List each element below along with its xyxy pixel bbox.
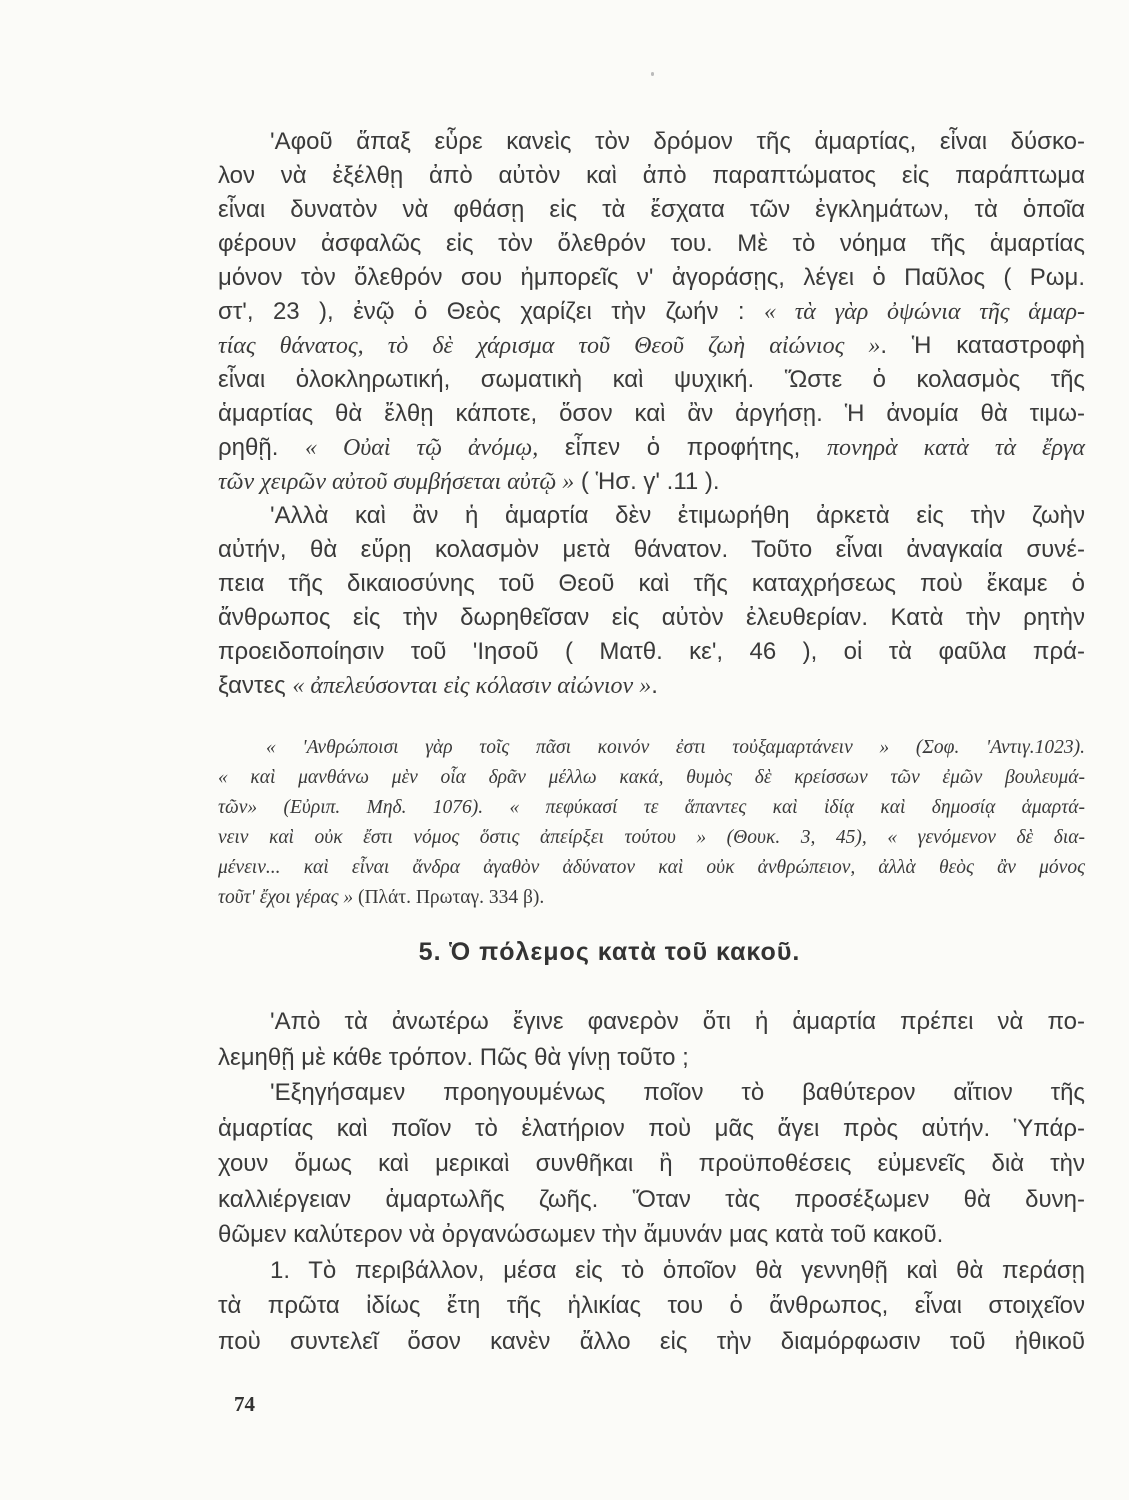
text-line (218, 465, 1085, 499)
paragraph (218, 1075, 1085, 1253)
text-line (218, 159, 1085, 193)
italic-quote-text: τῶν χειρῶν αὐτοῦ συμβήσεται αὐτῷ » (218, 469, 575, 495)
text-line (218, 397, 1085, 431)
italic-quote-text: « τὰ γὰρ ὀψώνια τῆς ἁμαρ- (763, 299, 1085, 325)
text-run: τὰ πρῶτα ἰδίως ἔτη τῆς ἡλικίας του ὁ ἄνθρωπος, εἶναι στοιχεῖον (218, 1292, 1085, 1319)
text-line (218, 823, 1085, 853)
italic-quote-text: « ἀπελεύσονται εἰς κόλασιν αἰώνιον » (292, 673, 652, 699)
text-run: εἶπεν ὁ προφήτης, (538, 434, 827, 461)
text-line (218, 601, 1085, 635)
paragraph (218, 499, 1085, 703)
text-run: ξαντες (218, 672, 293, 699)
text-line (218, 499, 1085, 533)
italic-quote-text: « Οὐαὶ τῷ ἀνόμῳ, (305, 435, 539, 461)
main-text (218, 125, 1085, 703)
text-run: εἶναι δυνατὸν νὰ φθάσῃ εἰς τὰ ἔσχατα τῶν ἐγκλημάτων, τὰ ὁποῖα (218, 196, 1085, 223)
italic-quote-text: πονηρὰ κατὰ τὰ ἔργα (826, 435, 1086, 461)
text-line (218, 533, 1085, 567)
text-line (218, 853, 1085, 883)
paragraph (218, 733, 1085, 913)
italic-quote-text: « 'Ανθρώποισι γὰρ τοῖς πᾶσι κοινόν ἐστι τοὐξαμαρτάνειν » (Σοφ. 'Αντιγ.1023). (266, 737, 1085, 758)
text-line (218, 295, 1085, 329)
text-run: πεια τῆς δικαιοσύνης τοῦ Θεοῦ καὶ τῆς καταχρήσεως ποὺ ἔκαμε ὁ (218, 570, 1085, 597)
text-line (218, 1040, 1085, 1076)
text-line (218, 1182, 1085, 1218)
text-run: προειδοποίησιν τοῦ 'Ιησοῦ ( Ματθ. κε', 46 ), οἱ τὰ φαῦλα πρά- (218, 638, 1085, 665)
text-line (218, 431, 1085, 465)
text-run: καλλιέργειαν ἁμαρτωλῆς ζωῆς. Ὅταν τὰς προσέξωμεν θὰ δυνη- (218, 1185, 1085, 1213)
text-line (218, 1146, 1085, 1182)
italic-quote-text: τῶν» (Εὐριπ. Μηδ. 1076). « πεφύκασί τε ἅπαντες καὶ ἰδίᾳ καὶ δημοσίᾳ ἁμαρτά- (218, 797, 1085, 818)
text-run: ( Ἡσ. γ' .11 ). (574, 468, 720, 495)
italic-quote-text: νειν καὶ οὐκ ἔστι νόμος ὅστις ἀπείρξει τούτου » (Θουκ. 3, 45), « γενόμενον δὲ δια- (218, 827, 1085, 848)
text-line (218, 567, 1085, 601)
text-run: . (651, 672, 658, 699)
text-line (218, 793, 1085, 823)
text-run: 'Απὸ τὰ ἀνωτέρω ἔγινε φανερὸν ὅτι ἡ ἁμαρτία πρέπει νὰ πο- (270, 1008, 1085, 1035)
footnote-quotes (218, 733, 1085, 913)
text-run: ποὺ συντελεῖ ὅσον κανὲν ἄλλο εἰς τὴν διαμόρφωσιν τοῦ ἠθικοῦ (218, 1327, 1085, 1355)
text-run: στ', 23 ), ἐνῷ ὁ Θεὸς χαρίζει τὴν ζωήν : (218, 298, 764, 325)
text-run: θῶμεν καλύτερον νὰ ὀργανώσωμεν τὴν ἄμυνάν μας κατὰ τοῦ κακοῦ. (218, 1221, 944, 1248)
text-run: ἁμαρτίας θὰ ἔλθῃ κάποτε, ὅσον καὶ ἂν ἀργήσῃ. Ἡ ἀνομία θὰ τιμω- (218, 400, 1085, 427)
text-run: εἶναι ὁλοκληρωτική, σωματικὴ καὶ ψυχική. Ὥστε ὁ κολασμὸς τῆς (218, 366, 1085, 393)
text-run: ἁμαρτίας καὶ ποῖον τὸ ἐλατήριον ποὺ μᾶς ἄγει πρὸς αὐτήν. Ὑπάρ- (218, 1114, 1085, 1142)
text-run: αὐτήν, θὰ εὕρῃ κολασμὸν μετὰ θάνατον. Τοῦτο εἶναι ἀναγκαία συνέ- (218, 536, 1085, 563)
text-line (218, 1324, 1085, 1360)
text-run: χουν ὅμως καὶ μερικαὶ συνθῆκαι ἢ προϋποθέσεις εὐμενεῖς διὰ τὴν (218, 1150, 1085, 1177)
text-line (218, 1253, 1085, 1289)
section-text (218, 1004, 1085, 1359)
text-line (218, 363, 1085, 397)
text-line (218, 733, 1085, 763)
text-line (218, 227, 1085, 261)
text-line (218, 1004, 1085, 1040)
text-line (218, 193, 1085, 227)
text-run: (Πλάτ. Πρωταγ. 334 β). (353, 887, 545, 908)
italic-quote-text: τοῦτ' ἔχοι γέρας » (218, 887, 354, 908)
paragraph (218, 1253, 1085, 1360)
text-line (218, 883, 1085, 913)
text-line (218, 1075, 1085, 1111)
text-line (218, 261, 1085, 295)
section-heading: 5. Ὁ πόλεμος κατὰ τοῦ κακοῦ. (418, 938, 801, 966)
text-run: ἄνθρωπος εἰς τὴν δωρηθεῖσαν εἰς αὐτὸν ἐλευθερίαν. Κατὰ τὴν ρητὴν (218, 604, 1085, 631)
italic-quote-text: μένειν... καὶ εἶναι ἄνδρα ἀγαθὸν ἀδύνατον καὶ οὐκ ἀνθρώπειον, ἀλλὰ θεὸς ἂν μόνος (218, 857, 1085, 878)
text-line (218, 635, 1085, 669)
paragraph (218, 1004, 1085, 1075)
text-line (218, 669, 1085, 703)
text-run: 'Εξηγήσαμεν προηγουμένως ποῖον τὸ βαθύτερον αἴτιον τῆς (270, 1079, 1085, 1106)
text-run: λεμηθῇ μὲ κάθε τρόπον. Πῶς θὰ γίνῃ τοῦτο ; (218, 1043, 689, 1071)
text-run: . Ἡ καταστροφὴ (880, 332, 1085, 359)
paragraph (218, 125, 1085, 499)
text-line (218, 763, 1085, 793)
text-line (218, 1217, 1085, 1253)
text-line (218, 1288, 1085, 1324)
text-run: μόνον τὸν ὄλεθρόν σου ἠμπορεῖς ν' ἀγοράσῃς, λέγει ὁ Παῦλος ( Ρωμ. (218, 264, 1085, 291)
scan-speck (651, 72, 654, 76)
text-run: ρηθῇ. (218, 434, 305, 461)
text-line (218, 125, 1085, 159)
text-run: 'Αφοῦ ἅπαξ εὗρε κανεὶς τὸν δρόμον τῆς ἁμαρτίας, εἶναι δύσκο- (270, 128, 1085, 155)
text-line (218, 1111, 1085, 1147)
text-run: λον νὰ ἐξέλθῃ ἀπὸ αὐτὸν καὶ ἀπὸ παραπτώματος εἰς παράπτωμα (218, 162, 1085, 189)
text-run: 1. Τὸ περιβάλλον, μέσα εἰς τὸ ὁποῖον θὰ γεννηθῇ καὶ θὰ περάσῃ (270, 1256, 1085, 1284)
text-line (218, 329, 1085, 363)
text-run: φέρουν ἀσφαλῶς εἰς τὸν ὄλεθρόν του. Μὲ τὸ νόημα τῆς ἁμαρτίας (218, 230, 1085, 257)
text-run: 'Αλλὰ καὶ ἂν ἡ ἁμαρτία δὲν ἐτιμωρήθη ἀρκετὰ εἰς τὴν ζωὴν (270, 502, 1085, 529)
italic-quote-text: « καὶ μανθάνω μὲν οἷα δρᾶν μέλλω κακά, θυμὸς δὲ κρείσσων τῶν ἐμῶν βουλευμά- (218, 767, 1085, 788)
page-number: 74 (234, 1392, 255, 1416)
italic-quote-text: τίας θάνατος, τὸ δὲ χάρισμα τοῦ Θεοῦ ζωὴ αἰώνιος » (218, 333, 881, 359)
